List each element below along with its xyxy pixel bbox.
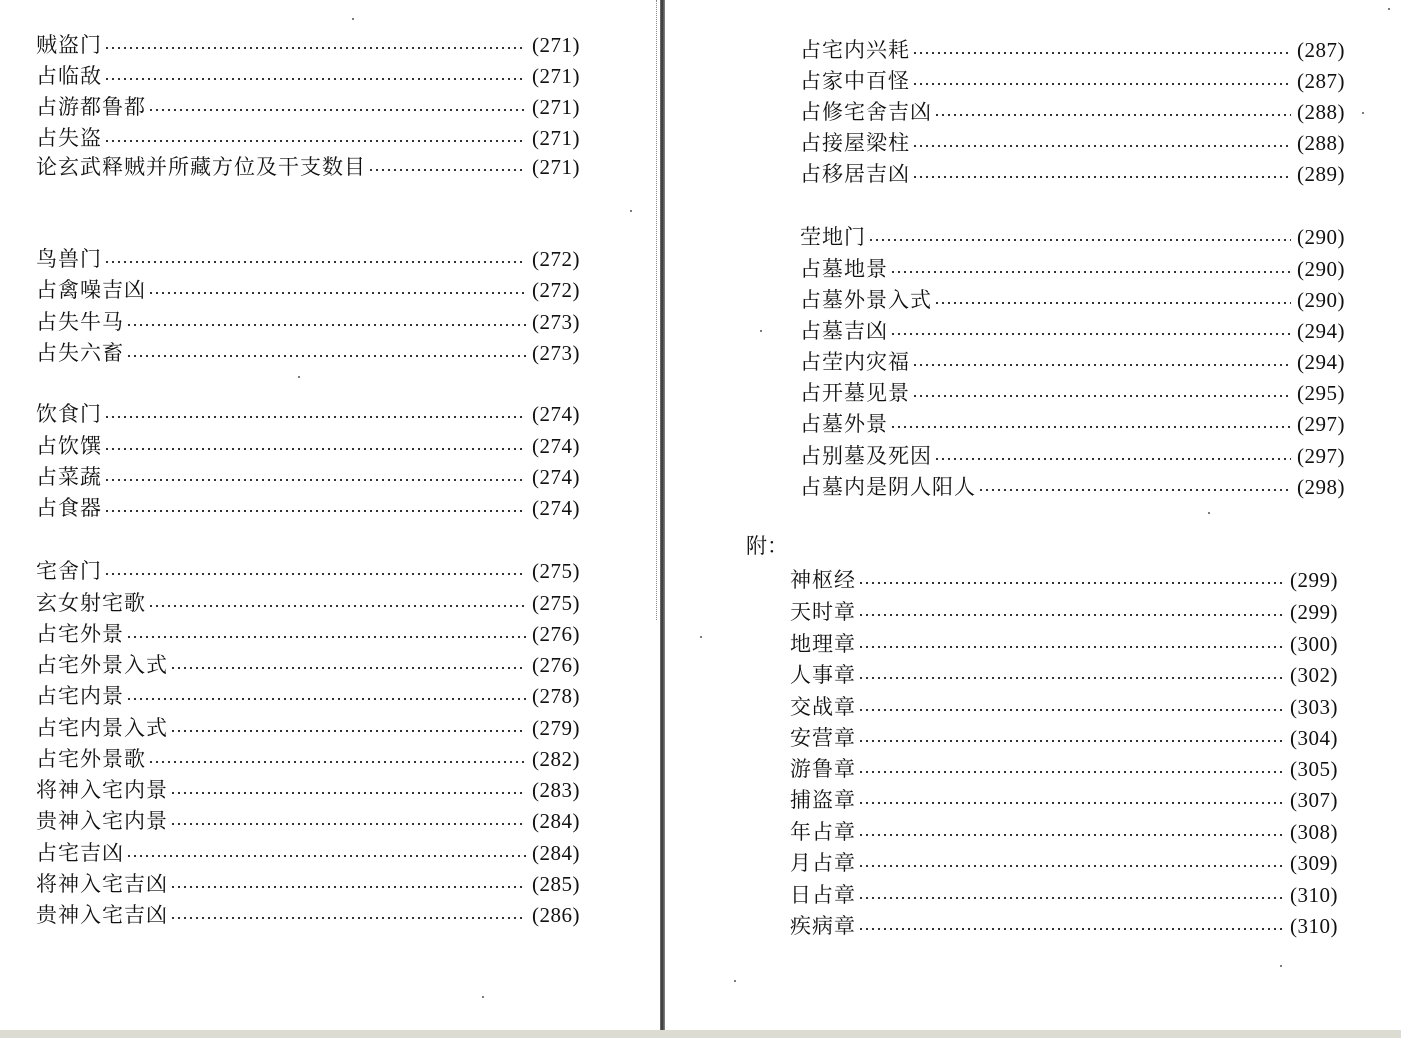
dot-leader bbox=[170, 823, 526, 825]
toc-entry-page: (272) bbox=[532, 247, 580, 271]
toc-entry bbox=[36, 307, 580, 337]
toc-entry-title: 占茔内灾福 bbox=[800, 350, 910, 374]
toc-entry bbox=[36, 275, 580, 305]
toc-entry-title: 占墓外景 bbox=[800, 412, 888, 436]
toc-entry bbox=[36, 462, 580, 492]
toc-entry-title: 贵神入宅内景 bbox=[36, 809, 168, 833]
toc-entry bbox=[800, 159, 1345, 189]
toc-entry-page: (300) bbox=[1290, 632, 1338, 656]
toc-entry-page: (271) bbox=[532, 64, 580, 88]
toc-entry-page: (275) bbox=[532, 591, 580, 615]
toc-entry-page: (290) bbox=[1297, 257, 1345, 281]
scan-speck bbox=[298, 376, 300, 378]
toc-entry-page: (298) bbox=[1297, 475, 1345, 499]
dot-leader bbox=[126, 698, 526, 700]
toc-entry-title: 占家中百怪 bbox=[800, 69, 910, 93]
toc-entry bbox=[790, 660, 1338, 690]
dot-leader bbox=[890, 271, 1291, 273]
toc-entry-page: (285) bbox=[532, 872, 580, 896]
toc-entry-title: 地理章 bbox=[790, 632, 856, 656]
toc-entry bbox=[790, 629, 1338, 659]
toc-entry-title: 占移居吉凶 bbox=[800, 162, 910, 186]
toc-entry-title: 神枢经 bbox=[790, 568, 856, 592]
dot-leader bbox=[170, 792, 526, 794]
dot-leader bbox=[912, 176, 1291, 178]
dot-leader bbox=[858, 834, 1284, 836]
toc-entry bbox=[800, 316, 1345, 346]
dot-leader bbox=[890, 333, 1291, 335]
toc-entry bbox=[790, 817, 1338, 847]
toc-entry-page: (294) bbox=[1297, 319, 1345, 343]
dot-leader bbox=[858, 897, 1284, 899]
toc-entry-page: (271) bbox=[532, 33, 580, 57]
toc-entry bbox=[790, 911, 1338, 941]
dot-leader bbox=[148, 109, 526, 111]
toc-entry-page: (310) bbox=[1290, 883, 1338, 907]
dot-leader bbox=[890, 426, 1291, 428]
dot-leader bbox=[126, 324, 526, 326]
toc-entry-page: (271) bbox=[532, 126, 580, 150]
spine-shadow bbox=[656, 0, 659, 620]
toc-entry-title: 日占章 bbox=[790, 883, 856, 907]
toc-entry bbox=[36, 152, 580, 182]
dot-leader bbox=[858, 740, 1284, 742]
toc-entry-title: 占失牛马 bbox=[36, 310, 124, 334]
toc-entry-page: (287) bbox=[1297, 38, 1345, 62]
dot-leader bbox=[104, 448, 526, 450]
toc-entry bbox=[36, 588, 580, 618]
toc-entry bbox=[36, 30, 580, 60]
toc-entry-title: 占宅内兴耗 bbox=[800, 38, 910, 62]
toc-entry-page: (304) bbox=[1290, 726, 1338, 750]
toc-entry-page: (287) bbox=[1297, 69, 1345, 93]
toc-entry-title: 占墓外景入式 bbox=[800, 288, 932, 312]
dot-leader bbox=[934, 302, 1291, 304]
toc-entry-title: 占禽噪吉凶 bbox=[36, 278, 146, 302]
toc-entry bbox=[800, 128, 1345, 158]
appendix-label: 附： bbox=[746, 534, 788, 558]
scan-speck bbox=[1388, 8, 1390, 10]
toc-entry-page: (283) bbox=[532, 778, 580, 802]
toc-entry-page: (276) bbox=[532, 622, 580, 646]
toc-entry-title: 占墓吉凶 bbox=[800, 319, 888, 343]
toc-entry bbox=[36, 775, 580, 805]
dot-leader bbox=[126, 636, 526, 638]
toc-entry-title: 将神入宅吉凶 bbox=[36, 872, 168, 896]
toc-entry-page: (274) bbox=[532, 465, 580, 489]
dot-leader bbox=[978, 489, 1291, 491]
toc-entry-page: (271) bbox=[532, 155, 580, 179]
dot-leader bbox=[858, 614, 1284, 616]
toc-entry-title: 游鲁章 bbox=[790, 757, 856, 781]
dot-leader bbox=[148, 761, 526, 763]
toc-entry-title: 占宅外景 bbox=[36, 622, 124, 646]
toc-entry-title: 月占章 bbox=[790, 851, 856, 875]
toc-entry-title: 玄女射宅歌 bbox=[36, 591, 146, 615]
dot-leader bbox=[104, 510, 526, 512]
scan-speck bbox=[760, 330, 762, 332]
toc-entry-page: (274) bbox=[532, 434, 580, 458]
toc-entry-title: 占修宅舍吉凶 bbox=[800, 100, 932, 124]
scan-speck bbox=[700, 636, 702, 638]
toc-entry-page: (288) bbox=[1297, 131, 1345, 155]
toc-entry-title: 占失盗 bbox=[36, 126, 102, 150]
toc-entry bbox=[36, 556, 580, 586]
toc-entry bbox=[36, 619, 580, 649]
dot-leader bbox=[912, 364, 1291, 366]
dot-leader bbox=[912, 145, 1291, 147]
toc-entry bbox=[36, 900, 580, 930]
scan-speck bbox=[1208, 512, 1210, 514]
dot-leader bbox=[858, 582, 1284, 584]
dot-leader bbox=[104, 78, 526, 80]
dot-leader bbox=[104, 479, 526, 481]
toc-entry-title: 占宅内景入式 bbox=[36, 716, 168, 740]
scan-speck bbox=[1280, 965, 1282, 967]
toc-entry bbox=[800, 222, 1345, 252]
dot-leader bbox=[858, 928, 1284, 930]
toc-entry-title: 占宅外景歌 bbox=[36, 747, 146, 771]
toc-entry-title: 宅舍门 bbox=[36, 559, 102, 583]
toc-entry-title: 占失六畜 bbox=[36, 341, 124, 365]
toc-entry-title: 茔地门 bbox=[800, 225, 866, 249]
toc-entry-title: 贵神入宅吉凶 bbox=[36, 903, 168, 927]
dot-leader bbox=[858, 865, 1284, 867]
dot-leader bbox=[934, 114, 1291, 116]
scan-speck bbox=[1362, 112, 1364, 114]
toc-entry bbox=[800, 66, 1345, 96]
toc-entry-page: (288) bbox=[1297, 100, 1345, 124]
toc-entry-page: (297) bbox=[1297, 412, 1345, 436]
toc-entry bbox=[800, 285, 1345, 315]
toc-entry-title: 安营章 bbox=[790, 726, 856, 750]
toc-entry-title: 占临敌 bbox=[36, 64, 102, 88]
toc-entry bbox=[36, 61, 580, 91]
toc-entry-page: (299) bbox=[1290, 568, 1338, 592]
toc-entry-title: 占菜蔬 bbox=[36, 465, 102, 489]
dot-leader bbox=[148, 605, 526, 607]
toc-entry-title: 占墓内是阴人阳人 bbox=[800, 475, 976, 499]
toc-entry-title: 占宅吉凶 bbox=[36, 841, 124, 865]
toc-entry-page: (279) bbox=[532, 716, 580, 740]
toc-entry bbox=[36, 92, 580, 122]
toc-entry-title: 人事章 bbox=[790, 663, 856, 687]
dot-leader bbox=[126, 855, 526, 857]
toc-entry bbox=[800, 35, 1345, 65]
toc-entry bbox=[36, 338, 580, 368]
toc-entry-page: (295) bbox=[1297, 381, 1345, 405]
toc-entry-title: 论玄武释贼并所藏方位及干支数目 bbox=[36, 155, 366, 179]
dot-leader bbox=[126, 355, 526, 357]
scan-speck bbox=[352, 18, 354, 20]
toc-entry bbox=[800, 441, 1345, 471]
dot-leader bbox=[912, 52, 1291, 54]
toc-entry-page: (307) bbox=[1290, 788, 1338, 812]
toc-entry bbox=[790, 880, 1338, 910]
toc-entry-title: 天时章 bbox=[790, 600, 856, 624]
toc-entry-page: (286) bbox=[532, 903, 580, 927]
toc-entry bbox=[36, 744, 580, 774]
toc-entry bbox=[36, 838, 580, 868]
toc-entry-page: (275) bbox=[532, 559, 580, 583]
toc-entry-page: (305) bbox=[1290, 757, 1338, 781]
toc-entry-title: 占墓地景 bbox=[800, 257, 888, 281]
toc-entry bbox=[36, 244, 580, 274]
toc-entry bbox=[36, 123, 580, 153]
toc-entry-title: 占饮馔 bbox=[36, 434, 102, 458]
toc-entry bbox=[790, 785, 1338, 815]
toc-entry-title: 占接屋梁柱 bbox=[800, 131, 910, 155]
toc-entry-page: (308) bbox=[1290, 820, 1338, 844]
toc-entry-page: (299) bbox=[1290, 600, 1338, 624]
toc-entry-page: (273) bbox=[532, 341, 580, 365]
toc-entry bbox=[36, 431, 580, 461]
scan-speck bbox=[630, 210, 632, 212]
toc-entry bbox=[790, 692, 1338, 722]
toc-entry-page: (309) bbox=[1290, 851, 1338, 875]
toc-entry bbox=[36, 869, 580, 899]
toc-entry-page: (271) bbox=[532, 95, 580, 119]
toc-entry-title: 占宅内景 bbox=[36, 684, 124, 708]
dot-leader bbox=[170, 886, 526, 888]
toc-entry-page: (273) bbox=[532, 310, 580, 334]
toc-entry-title: 捕盗章 bbox=[790, 788, 856, 812]
toc-entry-title: 疾病章 bbox=[790, 914, 856, 938]
dot-leader bbox=[858, 709, 1284, 711]
toc-entry-page: (297) bbox=[1297, 444, 1345, 468]
toc-entry bbox=[36, 650, 580, 680]
toc-entry bbox=[800, 254, 1345, 284]
toc-entry-page: (289) bbox=[1297, 162, 1345, 186]
dot-leader bbox=[858, 802, 1284, 804]
dot-leader bbox=[912, 395, 1291, 397]
toc-entry-page: (284) bbox=[532, 809, 580, 833]
toc-entry-page: (302) bbox=[1290, 663, 1338, 687]
toc-entry bbox=[800, 472, 1345, 502]
toc-entry bbox=[790, 754, 1338, 784]
toc-entry-title: 占开墓见景 bbox=[800, 381, 910, 405]
toc-entry-page: (310) bbox=[1290, 914, 1338, 938]
toc-entry bbox=[800, 347, 1345, 377]
scan-speck bbox=[734, 980, 736, 982]
toc-entry bbox=[790, 597, 1338, 627]
toc-entry-title: 鸟兽门 bbox=[36, 247, 102, 271]
dot-leader bbox=[170, 667, 526, 669]
toc-entry-page: (272) bbox=[532, 278, 580, 302]
toc-entry bbox=[800, 97, 1345, 127]
toc-entry bbox=[800, 378, 1345, 408]
dot-leader bbox=[170, 730, 526, 732]
toc-entry-title: 饮食门 bbox=[36, 402, 102, 426]
toc-entry-page: (274) bbox=[532, 402, 580, 426]
dot-leader bbox=[368, 169, 526, 171]
toc-entry-page: (284) bbox=[532, 841, 580, 865]
dot-leader bbox=[104, 140, 526, 142]
toc-entry bbox=[36, 681, 580, 711]
dot-leader bbox=[148, 292, 526, 294]
toc-entry bbox=[36, 806, 580, 836]
dot-leader bbox=[858, 771, 1284, 773]
toc-entry-title: 占游都鲁都 bbox=[36, 95, 146, 119]
toc-entry-page: (290) bbox=[1297, 288, 1345, 312]
dot-leader bbox=[104, 261, 526, 263]
toc-entry bbox=[790, 723, 1338, 753]
dot-leader bbox=[104, 47, 526, 49]
dot-leader bbox=[104, 573, 526, 575]
toc-entry bbox=[800, 409, 1345, 439]
toc-entry-page: (276) bbox=[532, 653, 580, 677]
toc-entry bbox=[790, 848, 1338, 878]
dot-leader bbox=[934, 458, 1291, 460]
dot-leader bbox=[858, 646, 1284, 648]
toc-entry-page: (282) bbox=[532, 747, 580, 771]
toc-entry-page: (278) bbox=[532, 684, 580, 708]
toc-entry-page: (274) bbox=[532, 496, 580, 520]
toc-entry-title: 占食器 bbox=[36, 496, 102, 520]
dot-leader bbox=[104, 416, 526, 418]
toc-entry-title: 贼盗门 bbox=[36, 33, 102, 57]
scan-edge bbox=[0, 1030, 1401, 1038]
toc-entry-title: 将神入宅内景 bbox=[36, 778, 168, 802]
toc-entry-page: (303) bbox=[1290, 695, 1338, 719]
toc-entry-page: (294) bbox=[1297, 350, 1345, 374]
dot-leader bbox=[858, 677, 1284, 679]
toc-entry bbox=[790, 565, 1338, 595]
dot-leader bbox=[868, 239, 1291, 241]
scan-speck bbox=[482, 996, 484, 998]
toc-entry-page: (290) bbox=[1297, 225, 1345, 249]
toc-entry-title: 年占章 bbox=[790, 820, 856, 844]
toc-entry bbox=[36, 713, 580, 743]
toc-entry-title: 占宅外景入式 bbox=[36, 653, 168, 677]
dot-leader bbox=[170, 917, 526, 919]
dot-leader bbox=[912, 83, 1291, 85]
toc-entry-title: 交战章 bbox=[790, 695, 856, 719]
toc-entry bbox=[36, 399, 580, 429]
book-spine bbox=[660, 0, 665, 1030]
toc-entry bbox=[36, 493, 580, 523]
toc-entry-title: 占别墓及死因 bbox=[800, 444, 932, 468]
